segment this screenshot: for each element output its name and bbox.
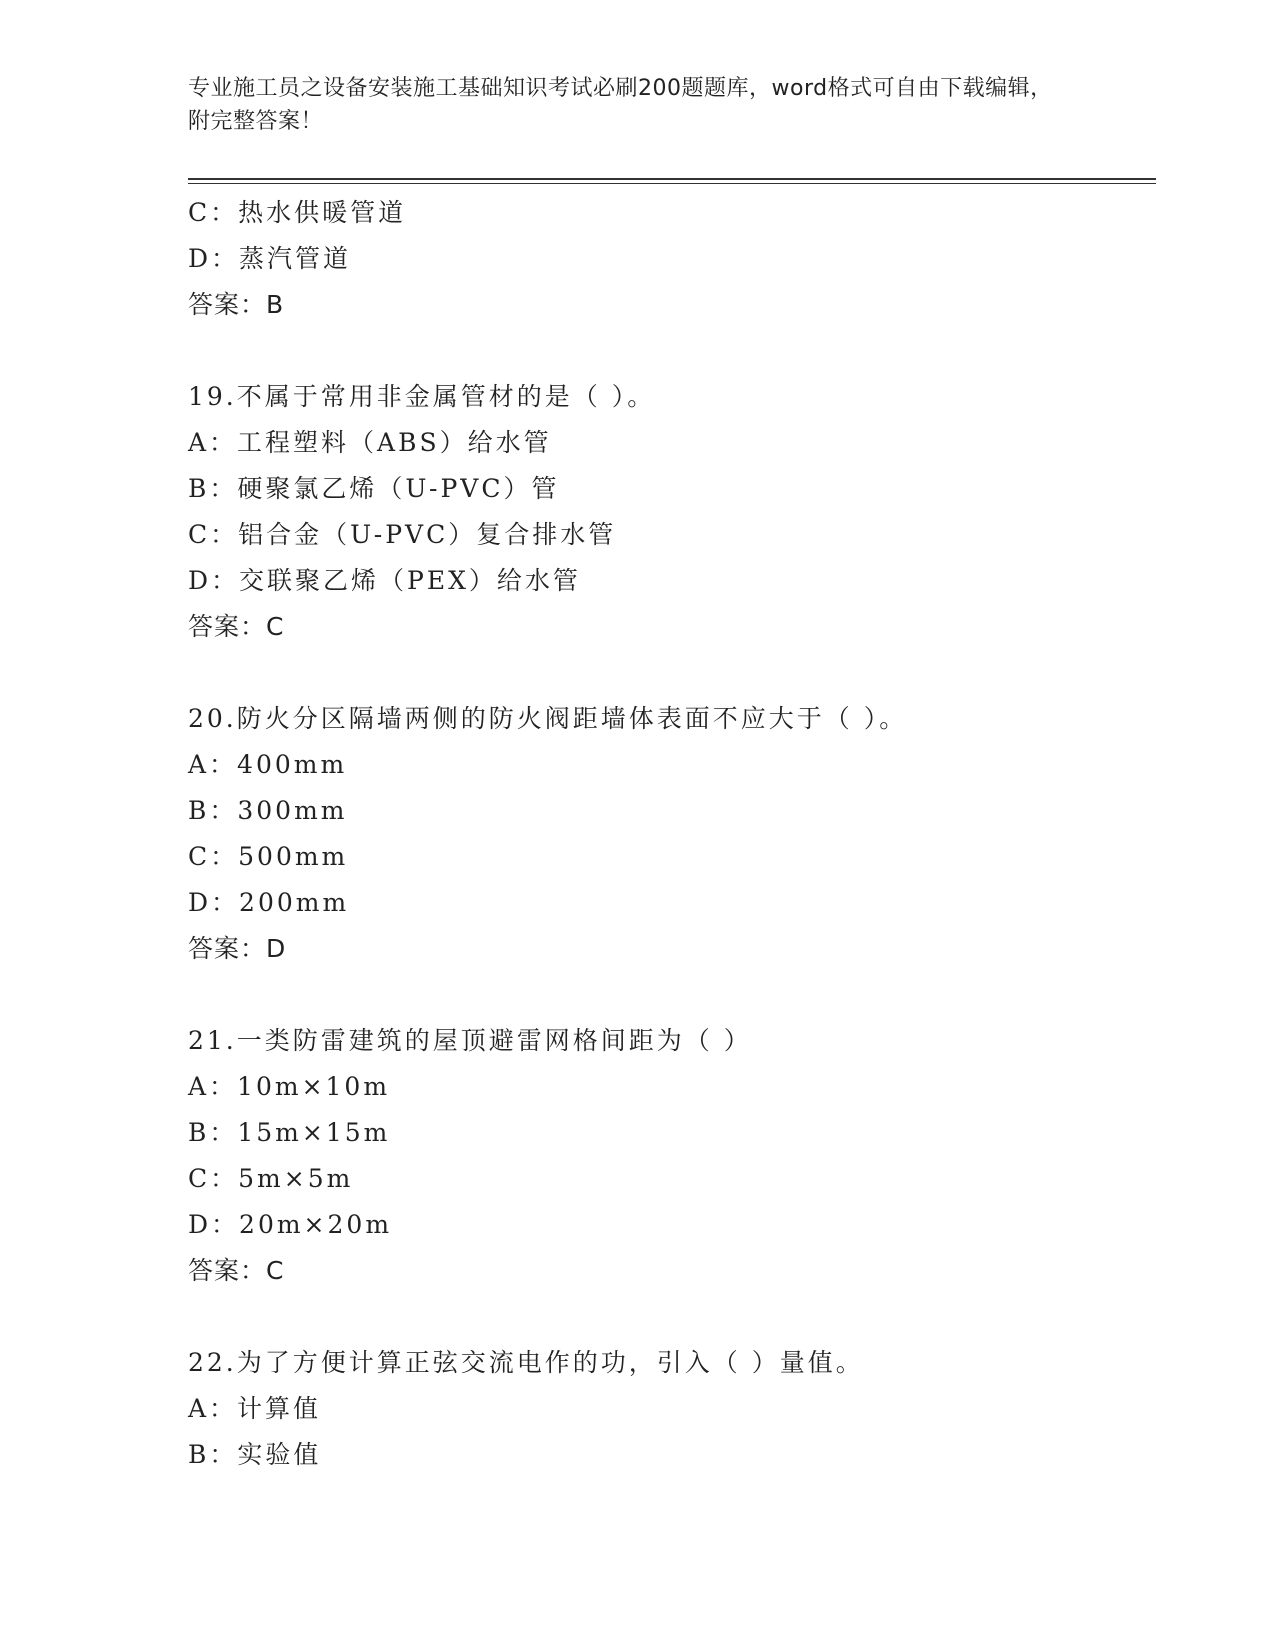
spacer <box>188 972 1148 1018</box>
option-c: C：热水供暖管道 <box>188 198 407 227</box>
option-d: D：交联聚乙烯（PEX）给水管 <box>188 566 581 595</box>
header-divider-thick <box>188 178 1156 180</box>
page-header: 专业施工员之设备安装施工基础知识考试必刷200题题库，word格式可自由下载编辑，附完整答案！ <box>188 76 1053 134</box>
option-c: C：500mm <box>188 842 349 871</box>
answer-line: 答案：C <box>188 1256 285 1285</box>
question-stem: 21.一类防雷建筑的屋顶避雷网格间距为（ ） <box>188 1026 752 1055</box>
option-b: B：15m×15m <box>188 1118 391 1147</box>
question-stem: 22.为了方便计算正弦交流电作的功，引入（ ）量值。 <box>188 1348 864 1377</box>
option-a: A：400mm <box>188 750 348 779</box>
question-stem: 19.不属于常用非金属管材的是（ ）。 <box>188 382 656 411</box>
option-b: B：实验值 <box>188 1440 322 1469</box>
option-a: A：计算值 <box>188 1394 322 1423</box>
option-b: B：300mm <box>188 796 348 825</box>
answer-line: 答案：B <box>188 290 285 319</box>
option-a: A：10m×10m <box>188 1072 391 1101</box>
answer-line: 答案：D <box>188 934 287 963</box>
spacer <box>188 650 1148 696</box>
header-divider-thin <box>188 183 1156 184</box>
spacer <box>188 328 1148 374</box>
option-d: D：蒸汽管道 <box>188 244 352 273</box>
question-stem: 20.防火分区隔墙两侧的防火阀距墙体表面不应大于（ ）。 <box>188 704 908 733</box>
answer-line: 答案：C <box>188 612 285 641</box>
option-d: D：20m×20m <box>188 1210 393 1239</box>
option-a: A：工程塑料（ABS）给水管 <box>188 428 552 457</box>
option-b: B：硬聚氯乙烯（U-PVC）管 <box>188 474 560 503</box>
spacer <box>188 1294 1148 1340</box>
option-c: C：铝合金（U-PVC）复合排水管 <box>188 520 617 549</box>
option-c: C：5m×5m <box>188 1164 354 1193</box>
option-d: D：200mm <box>188 888 350 917</box>
question-list <box>188 190 1148 1478</box>
